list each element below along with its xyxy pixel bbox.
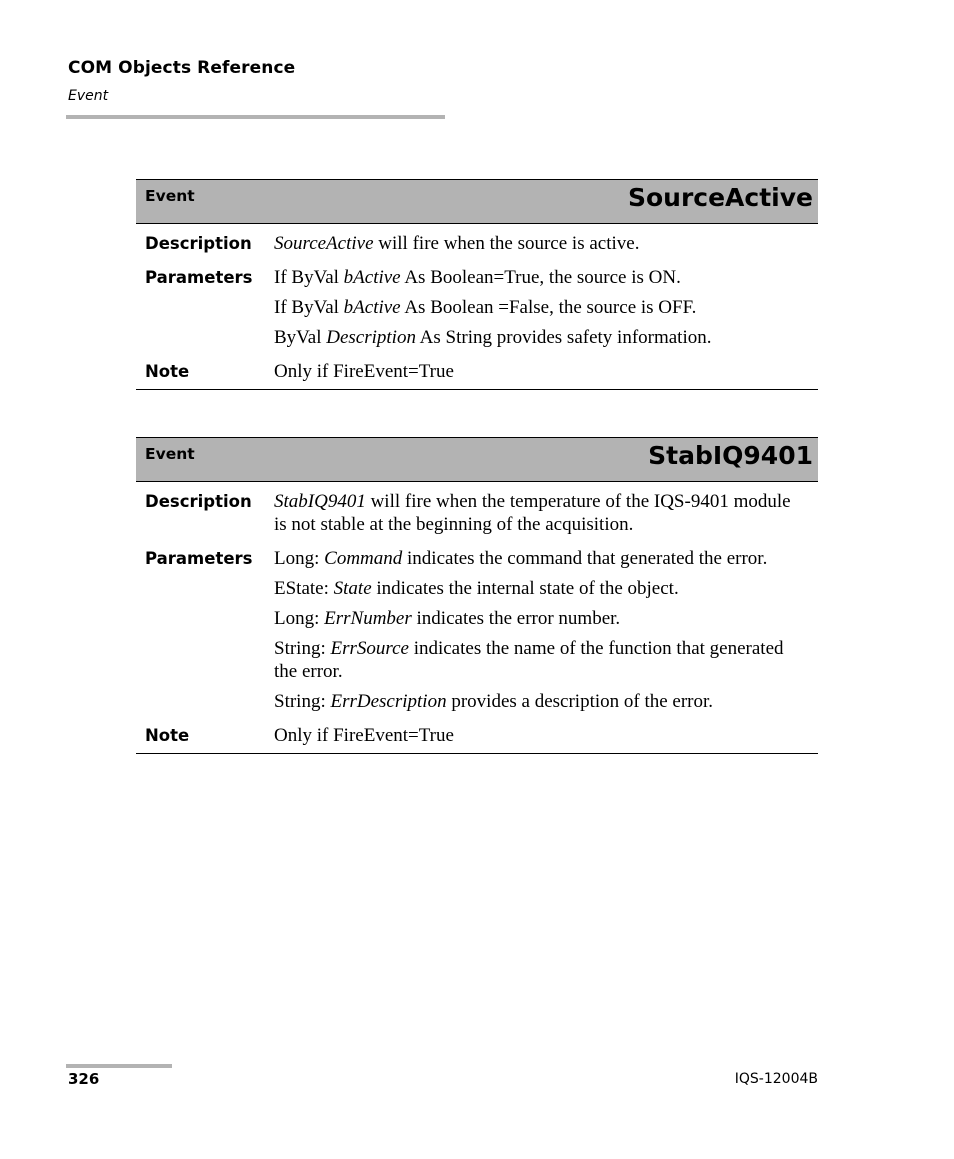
text-segment: String:: [274, 638, 331, 659]
event-row-parameters: [136, 266, 818, 349]
text-segment: indicates the internal state of the object.: [371, 578, 679, 599]
event-row-description: [136, 232, 818, 255]
row-label: Description: [145, 234, 252, 253]
event-row-description: [136, 490, 818, 536]
text-segment: String:: [274, 691, 331, 712]
row-content: [274, 724, 818, 747]
text-segment: As String provides safety information.: [415, 327, 712, 348]
footer-divider: [66, 1064, 172, 1068]
row-label: Note: [145, 362, 190, 381]
italic-term: Command: [324, 548, 403, 569]
page-number: 326: [68, 1070, 100, 1088]
event-row-note: [136, 724, 818, 747]
text-segment: ByVal: [274, 327, 327, 348]
row-line: [274, 266, 794, 289]
row-content: [274, 490, 818, 536]
text-segment: will fire when the temperature of the IQS-9401 module is not stable at the beginning of the acquisition.: [274, 491, 791, 535]
event-label: Event: [145, 445, 195, 463]
row-label: Note: [145, 726, 190, 745]
text-segment: Only if FireEvent=True: [274, 361, 454, 382]
row-content: [274, 360, 818, 383]
event-name: SourceActive: [627, 183, 813, 212]
row-line: [274, 360, 794, 383]
row-line: [274, 690, 794, 713]
italic-term: SourceActive: [274, 233, 374, 254]
text-segment: As Boolean =False, the source is OFF.: [400, 297, 697, 318]
event-table-header: [136, 437, 818, 482]
event-table-body: [136, 232, 818, 390]
text-segment: indicates the error number.: [411, 608, 621, 629]
text-segment: provides a description of the error.: [446, 691, 714, 712]
italic-term: Description: [326, 327, 416, 348]
text-segment: Long:: [274, 548, 325, 569]
row-line: [274, 296, 794, 319]
row-content: [274, 266, 818, 349]
event-row-parameters: [136, 547, 818, 713]
text-segment: indicates the name of the function that generated the error.: [274, 638, 784, 682]
row-line: [274, 326, 794, 349]
event-table-body: [136, 490, 818, 754]
text-segment: Long:: [274, 608, 325, 629]
text-segment: If ByVal: [274, 267, 344, 288]
row-line: [274, 724, 794, 747]
row-line: [274, 637, 794, 683]
event-row-note: [136, 360, 818, 383]
text-segment: EState:: [274, 578, 334, 599]
text-segment: Only if FireEvent=True: [274, 725, 454, 746]
event-table-header: [136, 179, 818, 224]
row-line: [274, 577, 794, 600]
document-id: IQS-12004B: [734, 1071, 818, 1087]
italic-term: bActive: [343, 297, 401, 318]
row-content: [274, 232, 818, 255]
row-label: Description: [145, 492, 252, 511]
text-segment: If ByVal: [274, 297, 344, 318]
event-name: StabIQ9401: [648, 441, 813, 470]
event-table-stabiq9401: [136, 437, 818, 754]
row-line: [274, 547, 794, 570]
italic-term: ErrNumber: [324, 608, 412, 629]
row-line: [274, 490, 794, 536]
italic-term: StabIQ9401: [274, 491, 366, 512]
italic-term: State: [333, 578, 372, 599]
section-title: COM Objects Reference: [68, 58, 296, 78]
event-table-sourceactive: [136, 179, 818, 390]
italic-term: bActive: [343, 267, 401, 288]
event-label: Event: [145, 187, 195, 205]
text-segment: indicates the command that generated the error.: [402, 548, 768, 569]
row-label: Parameters: [145, 268, 253, 287]
text-segment: will fire when the source is active.: [373, 233, 640, 254]
text-segment: As Boolean=True, the source is ON.: [400, 267, 681, 288]
italic-term: ErrSource: [330, 638, 409, 659]
row-content: [274, 547, 818, 713]
header-divider: [66, 115, 445, 119]
section-subtitle: Event: [68, 88, 109, 104]
row-label: Parameters: [145, 549, 253, 568]
row-line: [274, 607, 794, 630]
italic-term: ErrDescription: [330, 691, 447, 712]
row-line: [274, 232, 794, 255]
